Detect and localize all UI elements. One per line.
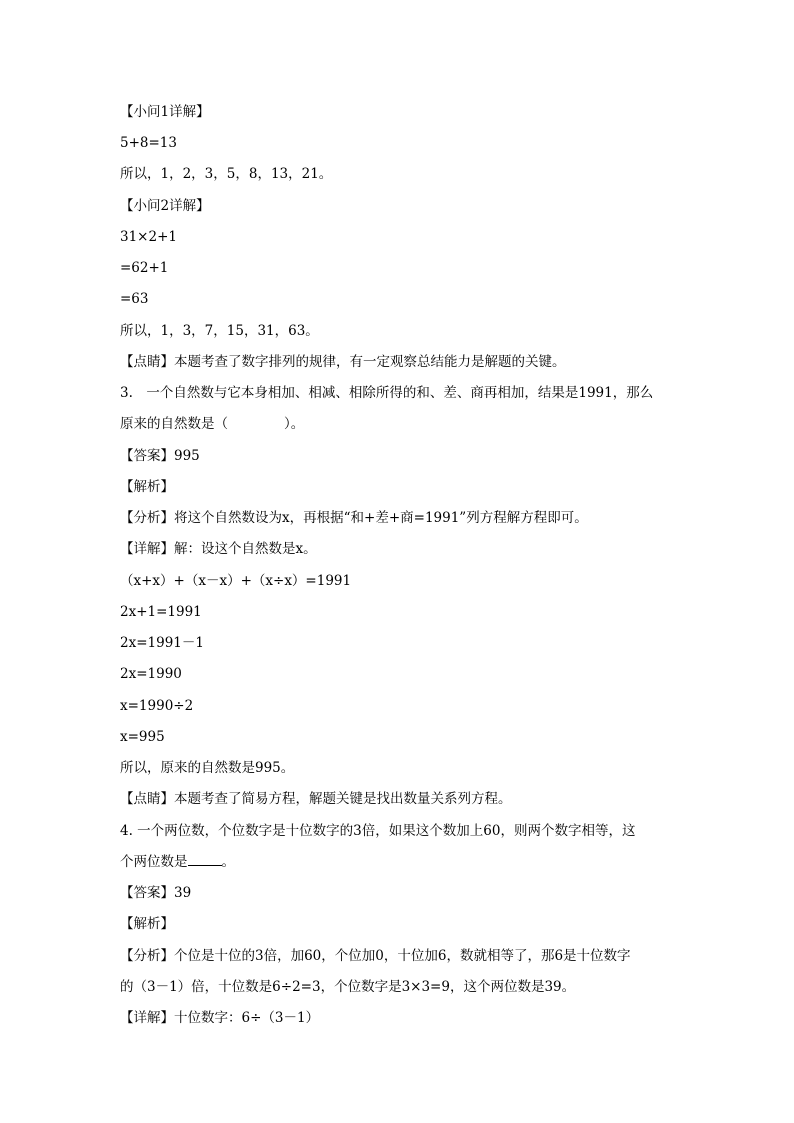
comment-line: 【点睛】本题考查了简易方程，解题关键是找出数量关系列方程。 [120, 791, 512, 807]
text-line: 所以，1，2，3，5，8，13，21。 [120, 166, 333, 182]
text-line: =63 [120, 291, 149, 307]
question-3: 3. 一个自然数与它本身相加、相减、相除所得的和、差、商再相加，结果是1991，那么 [120, 385, 654, 401]
equation-line: x=995 [120, 729, 165, 745]
answer-line: 【答案】39 [120, 885, 192, 901]
text-line: 所以，1，3，7，15，31，63。 [120, 323, 319, 339]
analysis-heading: 【解析】 [120, 479, 174, 495]
equation-line: 2x=1991－1 [120, 635, 204, 651]
analysis-heading: 【解析】 [120, 916, 174, 932]
equation-line: x=1990÷2 [120, 698, 194, 714]
question-4-cont [120, 852, 235, 872]
detail-line: 【详解】十位数字：6÷（3－1） [120, 1010, 320, 1026]
question-3-end: ）。 [284, 416, 305, 432]
text-line: =62+1 [120, 260, 169, 276]
equation-line: （x+x）+（x－x）+（x÷x）=1991 [120, 573, 352, 589]
comment-line: 【点睛】本题考查了数字排列的规律，有一定观察总结能力是解题的关键。 [120, 354, 566, 370]
answer-blank [188, 852, 222, 866]
question-4: 4. 一个两位数，个位数字是十位数字的3倍，如果这个数加上60，则两个数字相等，这 [120, 823, 636, 839]
question-3-text: 原来的自然数是（ [120, 416, 228, 432]
question-3-cont [120, 414, 304, 434]
heading-q1-detail: 【小问1详解】 [120, 104, 210, 120]
answer-line: 【答案】995 [120, 448, 200, 464]
equation-line: 2x+1=1991 [120, 604, 202, 620]
heading-q2-detail: 【小问2详解】 [120, 198, 210, 214]
detail-line: 【详解】解：设这个自然数是x。 [120, 541, 317, 557]
equation-line: 2x=1990 [120, 666, 182, 682]
analysis-line: 【分析】将这个自然数设为x，再根据“和+差+商=1991”列方程解方程即可。 [120, 510, 588, 526]
text-line: 所以，原来的自然数是995。 [120, 760, 295, 776]
question-4-end: 。 [221, 854, 235, 870]
text-line: 5+8=13 [120, 135, 177, 151]
analysis-line: 【分析】个位是十位的3倍，加60，个位加0，十位加6，数就相等了，那6是十位数字 [120, 948, 631, 964]
text-line: 31×2+1 [120, 229, 177, 245]
analysis-line: 的（3－1）倍，十位数是6÷2=3，个位数字是3×3=9，这个两位数是39。 [120, 979, 576, 995]
question-4-text: 个两位数是 [120, 854, 188, 870]
